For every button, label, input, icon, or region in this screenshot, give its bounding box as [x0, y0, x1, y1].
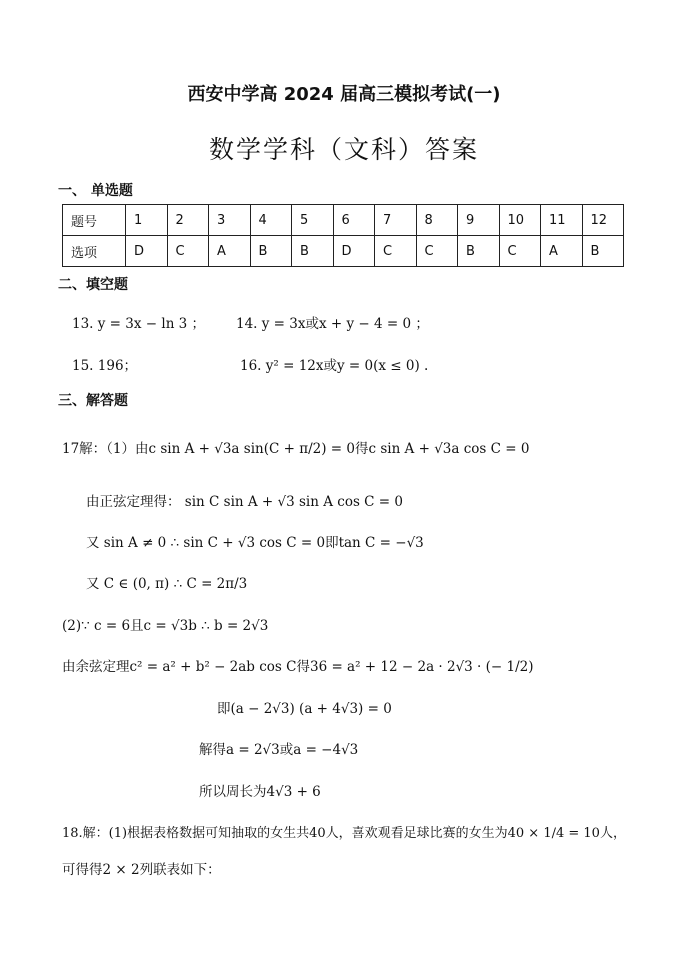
table-cell: 2 — [167, 205, 209, 236]
table-cell: C — [416, 236, 458, 267]
solution-17-line-4: 又 C ∈ (0, π) ∴ C = 2π/3 — [86, 576, 248, 592]
table-cell: 选项 — [63, 236, 126, 267]
solution-17-line-8: 解得a = 2√3或a = −4√3 — [199, 742, 359, 758]
table-cell: C — [499, 236, 541, 267]
table-cell: A — [209, 236, 251, 267]
table-cell: D — [126, 236, 168, 267]
section-1-heading: 一、 单选题 — [58, 183, 133, 199]
solution-17-line-3: 又 sin A ≠ 0 ∴ sin C + √3 cos C = 0即tan C = −√3 — [86, 535, 424, 551]
table-cell: B — [250, 236, 292, 267]
answer-subtitle: 数学学科（文科）答案 — [208, 135, 479, 164]
table-cell: A — [541, 236, 583, 267]
table-cell: 6 — [333, 205, 375, 236]
table-cell: 4 — [250, 205, 292, 236]
table-cell: 10 — [499, 205, 541, 236]
answer-table — [62, 204, 624, 267]
answer-14: 14. y = 3x或x + y − 4 = 0 ； — [236, 316, 429, 332]
solution-18-line-1: 18.解：(1)根据表格数据可知抽取的女生共40人，喜欢观看足球比赛的女生为40 × 1/4 = 10人， — [62, 826, 626, 841]
table-cell: C — [375, 236, 417, 267]
table-cell: 7 — [375, 205, 417, 236]
section-2-heading: 二、填空题 — [58, 277, 128, 293]
solution-17-line-2: 由正弦定理得： sin C sin A + √3 sin A cos C = 0 — [86, 494, 403, 510]
table-cell: B — [458, 236, 500, 267]
table-cell: C — [167, 236, 209, 267]
section-3-heading: 三、解答题 — [58, 393, 128, 409]
answer-16: 16. y² = 12x或y = 0(x ≤ 0) . — [240, 358, 429, 374]
table-cell: 12 — [582, 205, 624, 236]
answer-13: 13. y = 3x − ln 3 ； — [72, 316, 206, 332]
table-cell: 1 — [126, 205, 168, 236]
table-row — [63, 205, 624, 236]
solution-17-line-6: 由余弦定理c² = a² + b² − 2ab cos C得36 = a² + 12 − 2a · 2√3 · (− 1/2) — [62, 659, 534, 675]
answer-15: 15. 196； — [72, 358, 138, 374]
solution-17-line-9: 所以周长为4√3 + 6 — [199, 784, 321, 800]
solution-18-line-2: 可得得2 × 2列联表如下： — [62, 862, 221, 878]
table-cell: 9 — [458, 205, 500, 236]
table-row — [63, 236, 624, 267]
solution-17-line-1: 17解：（1）由c sin A + √3a sin(C + π/2) = 0得c sin A + √3a cos C = 0 — [62, 441, 530, 457]
solution-17-line-5: (2)∵ c = 6且c = √3b ∴ b = 2√3 — [62, 618, 269, 634]
table-cell: B — [292, 236, 334, 267]
table-cell: 11 — [541, 205, 583, 236]
table-cell: 3 — [209, 205, 251, 236]
table-cell: 8 — [416, 205, 458, 236]
exam-title: 西安中学高 2024 届高三模拟考试(一) — [187, 84, 501, 105]
table-cell: D — [333, 236, 375, 267]
solution-17-line-7: 即(a − 2√3) (a + 4√3) = 0 — [217, 701, 392, 717]
table-cell: 5 — [292, 205, 334, 236]
table-cell: B — [582, 236, 624, 267]
table-cell: 题号 — [63, 205, 126, 236]
